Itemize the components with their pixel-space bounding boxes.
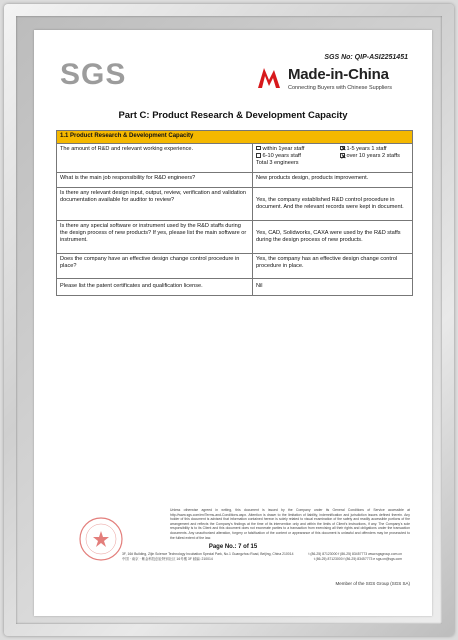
section-header: 1.1 Product Research & Development Capacity <box>57 131 413 144</box>
sgs-logo: SGS <box>60 58 127 91</box>
document-page <box>34 30 432 616</box>
checked-checkbox-icon <box>340 146 345 151</box>
answer-cell <box>253 143 413 172</box>
answer-cell: Nil <box>253 278 413 295</box>
question-cell: Does the company have an effective design change control procedure in place? <box>57 253 253 278</box>
sgs-reference-number: SGS No: QIP-ASI2251451 <box>324 54 408 61</box>
checkbox-icon <box>256 153 261 158</box>
legal-disclaimer: Unless otherwise agreed in writing, this document is issued by the Company under its General Conditions of Service accessible at http://www.sgs.com/en/Terms-and-Conditions.aspx. Attention is drawn to the limitation of liability, indemnification and jurisdiction issues defined therein. Any holder of this document is advised that information contained hereon is solely related to visual examination of the safety and readily accessible portions of the arrangement and reflects the Company's findings at the time of its intervention only and within the limits of Client's instructions, if any. The Company's sole responsibility is to its Client and this document does not exonerate parties to a transaction from exercising all their rights and obligations under the transaction documents. Any unauthorized alteration, forgery or falsification of the content or appearance of this document is unlawful and offenders may be prosecuted to the fullest extent of the law. <box>170 508 410 540</box>
table-row <box>57 187 413 220</box>
option-over-10-years: over 10 years 2 staffs <box>340 153 416 160</box>
question-cell: What is the main job responsibility for R&D engineers? <box>57 172 253 187</box>
answer-cell: Yes, CAD, Solidworks, CAXA were used by the R&D staffs during the design process of new products. <box>253 220 413 253</box>
question-cell: The amount of R&D and relevant working experience. <box>57 143 253 172</box>
picture-frame <box>4 4 454 636</box>
answer-cell: Yes, the company established R&D control procedure in document. And the relevant records were kept in document. <box>253 187 413 220</box>
rd-capacity-table <box>56 130 413 296</box>
made-in-china-name: Made-in-China <box>288 66 389 83</box>
option-1-5-years: 1-5 years 1 staff <box>340 146 416 153</box>
company-seal-icon <box>78 516 124 562</box>
address-line-1: 3F, 16# Building, Zijin Science Technology Incubation Special Park, No.1 Guangzhou Road, Beijing, China 210014 <box>122 552 294 556</box>
experience-options <box>256 146 409 161</box>
question-cell: Is there any relevant design input, output, review, verification and validation documentation available for auditor to review? <box>57 187 253 220</box>
answer-cell: Yes, the company has an effective design change control procedure in place. <box>253 253 413 278</box>
address-contact-2: t (86-25) 87123000 f (86-25) 83457773 e sgs.cn@sgs.com <box>313 557 402 562</box>
address-line-2: 中国 · 南京 · 紫金科技创业特别社区 16号楼 3F 邮编: 210014 <box>122 557 213 562</box>
question-cell: Is there any special software or instrument used by the R&D staffs during the design process of new products? If yes, please list the main software or instrument. <box>57 220 253 253</box>
made-in-china-mark-icon <box>258 66 286 88</box>
table-row <box>57 278 413 295</box>
total-engineers: Total 3 engineers <box>256 160 299 167</box>
address-contact-1: t (86-25) 87123000 f (86-25) 83457773 www.sgsgroup.com.cn <box>308 552 402 556</box>
table-row <box>57 253 413 278</box>
sgs-member-note: Member of the SGS Group (SGS SA) <box>335 581 410 586</box>
checkbox-icon <box>256 146 261 151</box>
company-address <box>122 552 402 563</box>
checked-checkbox-icon <box>340 153 345 158</box>
table-row <box>57 172 413 187</box>
option-within-1-year: within 1year staff <box>256 146 340 153</box>
option-6-10-years: 6-10 years staff <box>256 153 340 160</box>
question-cell: Please list the patent certificates and qualification license. <box>57 278 253 295</box>
made-in-china-tagline: Connecting Buyers with Chinese Suppliers <box>288 85 392 91</box>
page-title: Part C: Product Research & Development Capacity <box>118 110 348 121</box>
table-row <box>57 220 413 253</box>
page-number: Page No.: 7 of 15 <box>208 544 258 550</box>
table-row <box>57 143 413 172</box>
answer-cell: New products design, products improvement. <box>253 172 413 187</box>
made-in-china-logo <box>258 66 418 96</box>
section-header-row <box>57 131 413 144</box>
